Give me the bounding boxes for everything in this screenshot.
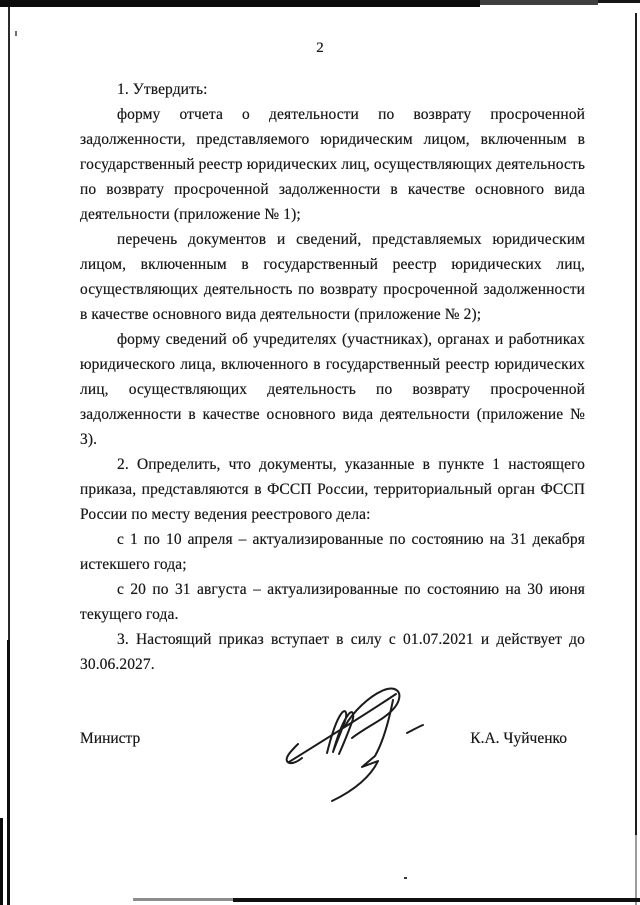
paragraph-august-deadline: с 20 по 31 августа – актуализированные по состоянию на 30 июня текущего года.: [80, 581, 585, 623]
paragraph-approve-heading: 1. Утвердить:: [117, 81, 208, 98]
paragraph-april-deadline: с 1 по 10 апреля – актуализированные по состоянию на 31 декабря истекшего года;: [80, 531, 585, 573]
paragraph-determine: 2. Определить, что документы, указанные в пункте 1 настоящего приказа, представляются в ФССП России, территориальный орган ФССП России по месту ведения реестрового дела:: [80, 456, 585, 523]
scan-speck: [15, 31, 17, 36]
scan-edge-bottom-gray: [133, 898, 233, 901]
scan-edge-left-corner: [0, 818, 3, 905]
scan-edge-right-fade: [635, 835, 637, 905]
paragraph-effective-dates: 3. Настоящий приказ вступает в силу с 01.07.2021 и действует до 30.06.2027.: [80, 631, 585, 673]
scan-speck: [404, 877, 407, 879]
document-body: [0, 77, 640, 677]
minister-title: Министр: [80, 730, 141, 747]
scan-edge-bottom: [233, 898, 640, 902]
minister-name: К.А. Чуйченко: [470, 730, 567, 747]
paragraph-documents-list: перечень документов и сведений, представляемых юридическим лицом, включенным в государственный реестр юридических лиц, осуществляющих деятельность по возврату просроченной задолженности в качестве основного вида деятельности (приложение № 2);: [80, 231, 585, 323]
page-number: 2: [316, 40, 324, 56]
scan-edge-top: [0, 0, 480, 7]
scan-edge-top-thin: [0, 0, 640, 3]
paragraph-report-form: форму отчета о деятельности по возврату просроченной задолженности, представляемого юридическим лицом, включенным в государственный реестр юридических лиц, осуществляющих деятельность по возврату просроченной задолженности в качестве основного вида деятельности (приложение № 1);: [80, 106, 585, 223]
scan-edge-top-right: [480, 0, 598, 5]
scan-edge-left-heavy: [7, 640, 10, 905]
signature-autograph-image: [265, 670, 425, 810]
paragraph-founders-form: форму сведений об учредителях (участниках), органах и работниках юридического лица, включенного в государственный реестр юридических лиц, осуществляющих деятельность по возврату просроченной задолженности в качестве основного вида деятельности (приложение № 3).: [80, 331, 585, 448]
